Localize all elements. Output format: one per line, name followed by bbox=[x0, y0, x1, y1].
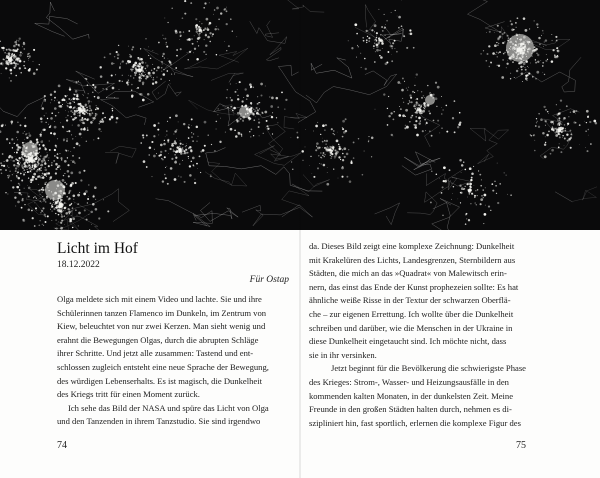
text-line: Schülerinnen tanzen Flamenco im Dunkeln, im Zentrum von bbox=[57, 307, 267, 318]
text-line: schlossen zugleich entsteht eine neue Sprache der Bewegung, bbox=[57, 361, 269, 372]
right-paragraph-2 bbox=[309, 362, 543, 430]
city-glow bbox=[45, 180, 65, 200]
text-line: da. Dieses Bild zeigt eine komplexe Zeichnung: Dunkelheit bbox=[309, 241, 515, 251]
text-line: des würdigen Lebenserhalts. Es ist magisch, die Dunkelheit bbox=[57, 375, 263, 386]
city-glow bbox=[22, 142, 38, 158]
text-line: Freunde in den großen Städten halten durch, nehmen es di- bbox=[309, 404, 512, 415]
text-line: und den Tanzenden in ihrem Tanzstudio. Sie sind irgendwo bbox=[57, 416, 261, 427]
text-line: mit Krakelüren des Lichts, Landesgrenzen, Sternbildern aus bbox=[309, 254, 516, 265]
city-glow bbox=[425, 95, 435, 105]
left-paragraph-1 bbox=[57, 293, 289, 402]
page-number-right: 75 bbox=[516, 440, 526, 451]
text-line: Kiew, beleuchtet von nur zwei Kerzen. Man sieht wenig und bbox=[57, 321, 266, 332]
page-number-left: 74 bbox=[57, 440, 67, 451]
text-line: szipliniert hin, fast sportlich, erlernen die komplexe Figur des bbox=[309, 417, 521, 428]
text-line: Jetzt beginnt für die Bevölkerung die schwierigste Phase bbox=[331, 363, 526, 374]
right-paragraph-1 bbox=[309, 240, 543, 362]
text-line: des Kriegs tritt für einen Moment zurück. bbox=[57, 389, 200, 400]
left-paragraph-2 bbox=[57, 402, 289, 429]
text-line: kommenden kalten Monaten, in der dunkelsten Zeit. Meine bbox=[309, 390, 514, 401]
text-line: sie in ihr versinken. bbox=[309, 349, 377, 360]
text-line: diese Dunkelheit eingetaucht sind. Ich möchte nicht, dass bbox=[309, 336, 507, 347]
text-line: ihrer Schritte. Und jetzt alle zusammen: Tastend und ent- bbox=[57, 348, 254, 359]
text-line: Olga meldete sich mit einem Video und lachte. Sie und ihre bbox=[57, 294, 262, 304]
text-line: erahnt die Bewegungen Olgas, durch die abrupten Schläge bbox=[57, 334, 259, 345]
city-glow bbox=[506, 34, 534, 62]
chapter-title: Licht im Hof bbox=[57, 240, 138, 257]
text-line: nern, das einst das Ende der Kunst prophezeien sollte: Es hat bbox=[309, 281, 519, 292]
text-line: Ich sehe das Bild der NASA und spüre das Licht von Olga bbox=[68, 402, 269, 413]
right-page-text bbox=[309, 240, 543, 430]
text-line: schreiben und darüber, wie die Menschen in der Ukraine in bbox=[309, 322, 513, 333]
text-line: des Krieges: Strom-, Wasser- und Heizungsausfälle in den bbox=[309, 376, 509, 387]
chapter-date: 18.12.2022 bbox=[57, 260, 100, 270]
dedication: Für Ostap bbox=[249, 275, 289, 285]
text-line: ähnliche weiße Risse in der Textur der schwarzen Oberflä- bbox=[309, 295, 511, 306]
text-line: che – zur eigenen Errettung. Ich wollte über die Dunkelheit bbox=[309, 308, 514, 319]
text-line: Städten, die mich an das »Quadrat« von Malewitsch erin- bbox=[309, 268, 507, 279]
city-glow bbox=[239, 106, 251, 118]
left-page-text bbox=[57, 240, 289, 429]
book-gutter bbox=[299, 0, 301, 478]
